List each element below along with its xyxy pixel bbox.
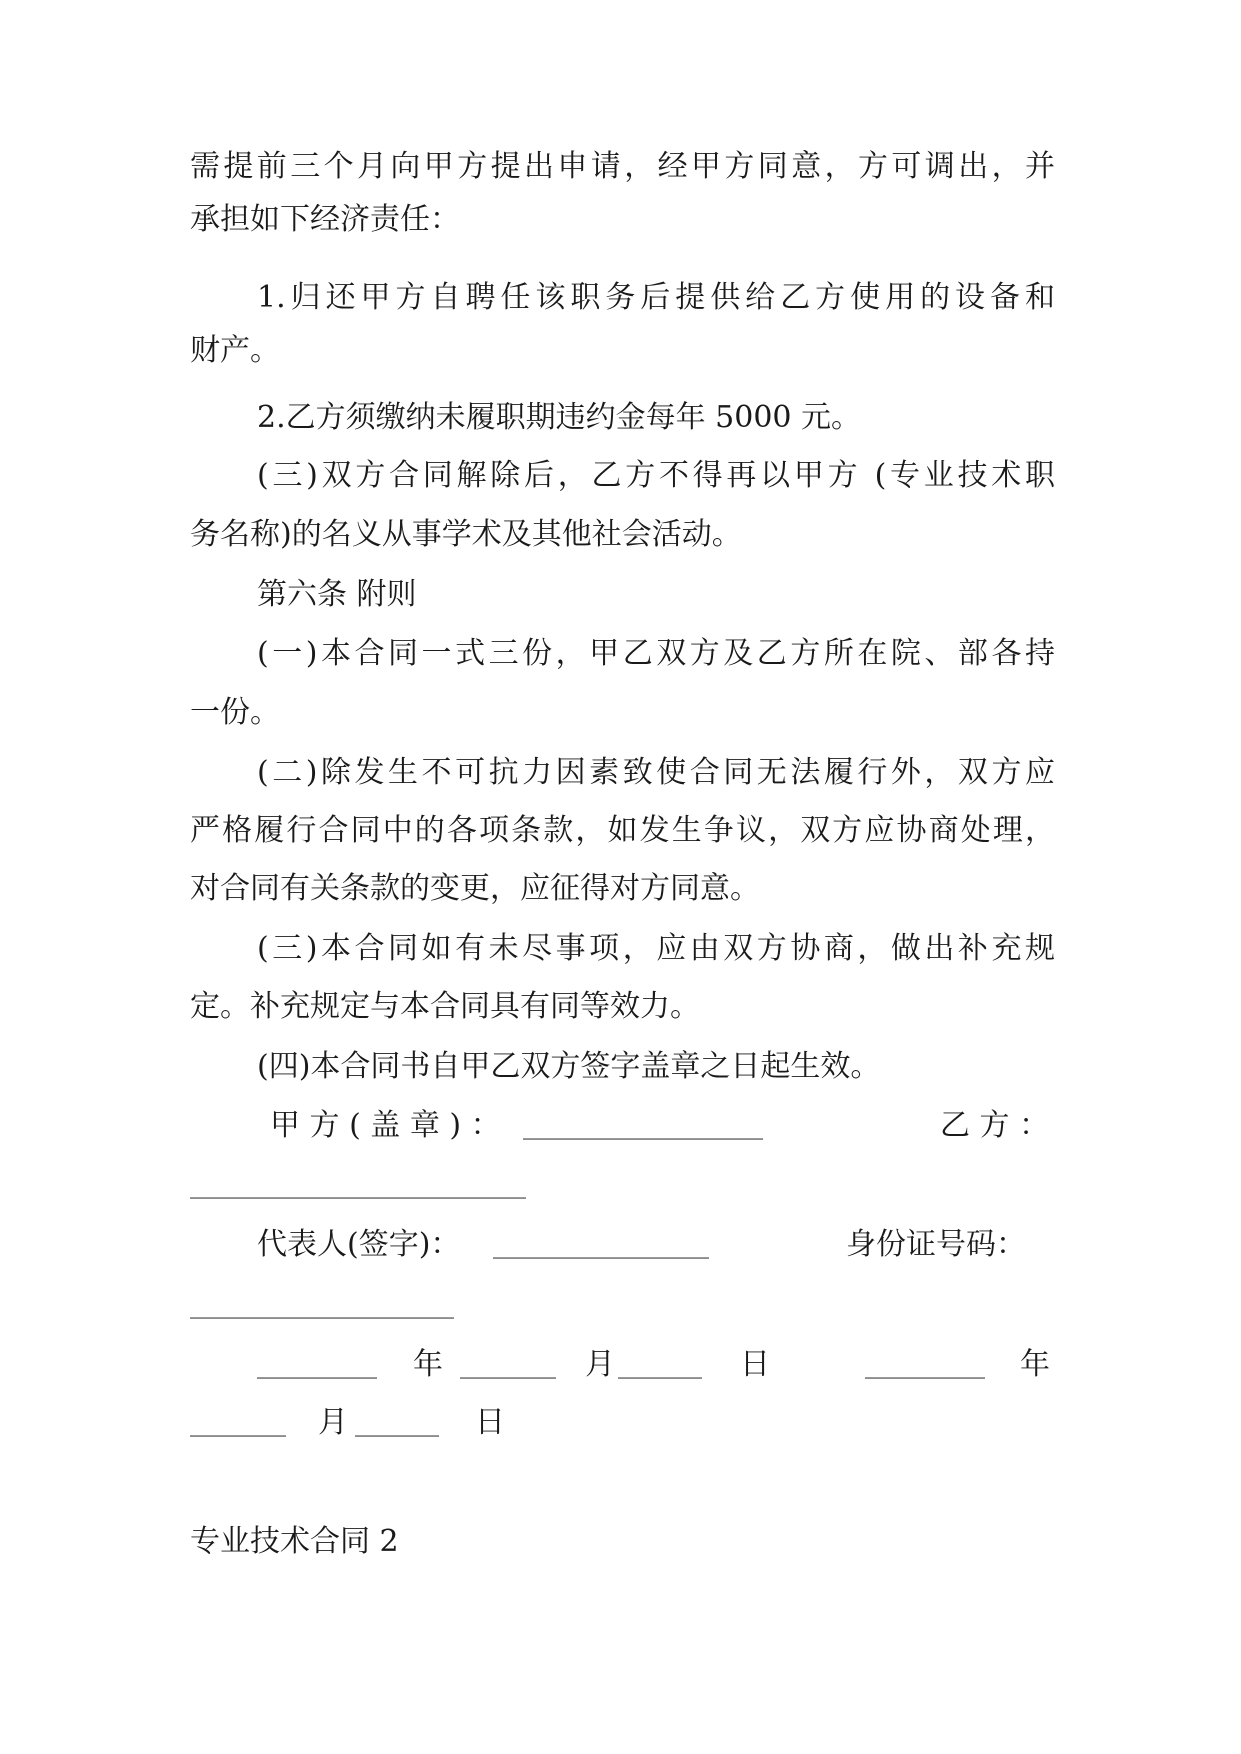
date-a-year-blank: __________ [257,1351,377,1379]
id-number-blank: ______________________ [190,1291,454,1319]
paragraph-line: 对合同有关条款的变更，应征得对方同意。 [190,871,760,906]
list-item: 2.乙方须缴纳未履职期违约金每年 5000 元。 [257,400,862,435]
representative-blank: __________________ [493,1231,709,1259]
date-b-year-blank: __________ [865,1351,985,1379]
date-b-day-label: 日 [475,1405,505,1440]
paragraph-line: (一)本合同一式三份，甲乙双方及乙方所在院、部各持 [257,636,1055,671]
paragraph-line: 财产。 [190,333,280,368]
date-a-month-blank: ________ [460,1351,556,1379]
paragraph-line: 定。补充规定与本合同具有同等效力。 [190,989,700,1024]
id-number-label: 身份证号码： [846,1227,1026,1262]
date-b-month-label: 月 [318,1405,348,1440]
date-b-day-blank: _______ [355,1409,439,1437]
date-a-year-label: 年 [413,1347,443,1382]
next-contract-title: 专业技术合同 2 [190,1524,399,1559]
list-item: 1.归还甲方自聘任该职务后提供给乙方使用的设备和 [257,280,1055,315]
paragraph-line: 需提前三个月向甲方提出申请，经甲方同意，方可调出，并 [190,149,1055,184]
paragraph-line: 严格履行合同中的各项条款，如发生争议，双方应协商处理， [190,813,1055,848]
date-a-month-label: 月 [585,1347,615,1382]
paragraph-line: (四)本合同书自甲乙双方签字盖章之日起生效。 [257,1049,881,1084]
paragraph-line: 承担如下经济责任： [190,202,460,237]
party-a-blank: ____________________ [523,1112,763,1140]
paragraph-line: 务名称)的名义从事学术及其他社会活动。 [190,517,742,552]
paragraph-line: (三)双方合同解除后，乙方不得再以甲方 (专业技术职 [257,458,1055,493]
paragraph-line: 一份。 [190,695,280,730]
date-b-month-blank: ________ [190,1409,286,1437]
section-heading: 第六条 附则 [257,577,417,612]
date-a-day-blank: _______ [618,1351,702,1379]
paragraph-line: (二)除发生不可抗力因素致使合同无法履行外，双方应 [257,755,1055,790]
date-b-year-label: 年 [1020,1347,1050,1382]
date-a-day-label: 日 [740,1347,770,1382]
representative-label: 代表人(签字)： [257,1227,461,1262]
party-a-label: 甲 方 ( 盖 章 ) ： [270,1108,501,1143]
paragraph-line: (三)本合同如有未尽事项，应由双方协商，做出补充规 [257,931,1055,966]
party-b-label: 乙 方 ： [940,1108,1050,1143]
party-b-blank: ____________________________ [190,1171,526,1199]
